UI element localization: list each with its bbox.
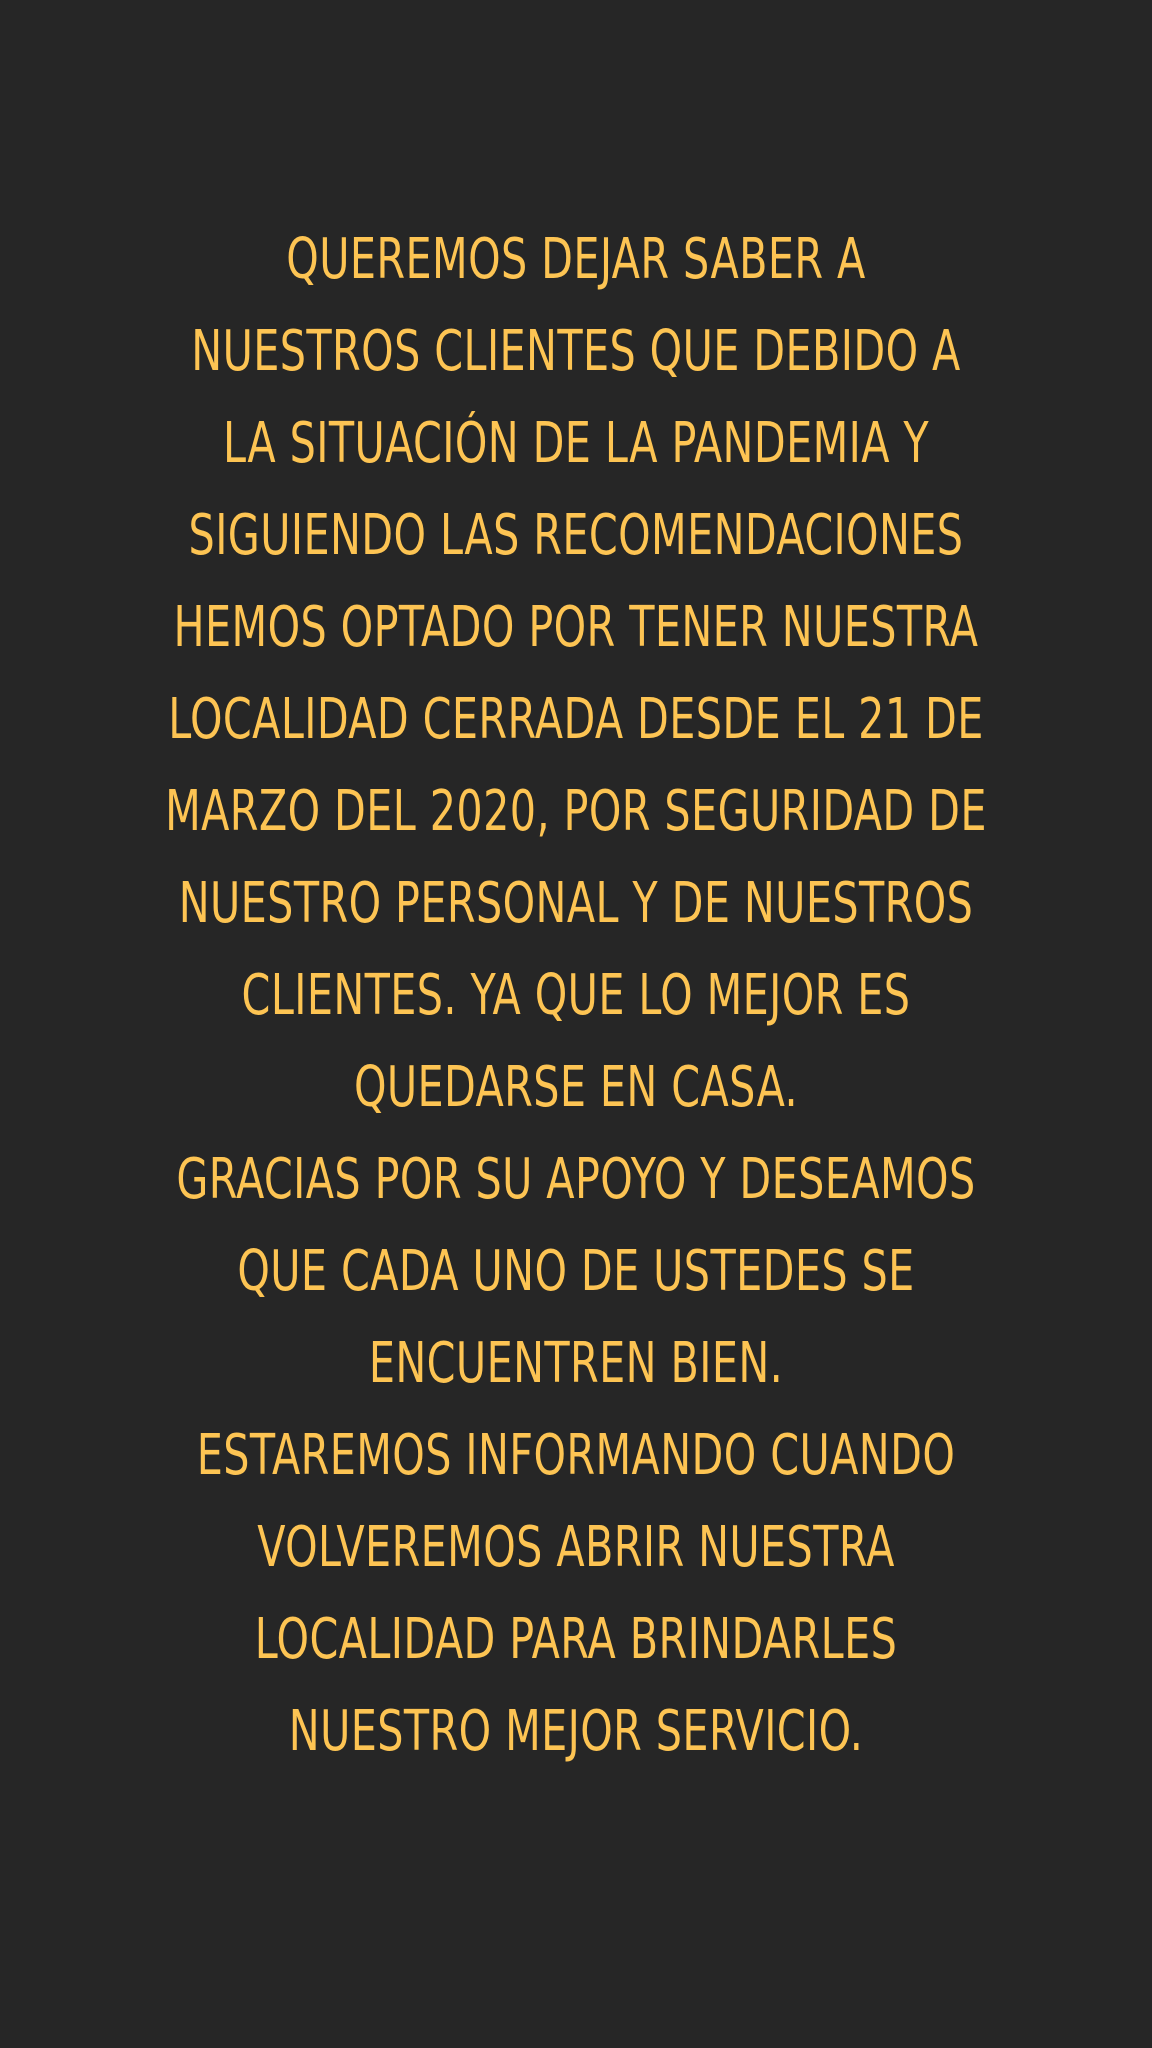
announcement-text bbox=[0, 214, 1152, 1778]
announcement-line: SIGUIENDO LAS RECOMENDACIONES bbox=[188, 503, 964, 568]
announcement-line: LA SITUACIÓN DE LA PANDEMIA Y bbox=[222, 411, 930, 476]
announcement-line: NUESTRO MEJOR SERVICIO. bbox=[288, 1699, 864, 1764]
announcement-line: NUESTRO PERSONAL Y DE NUESTROS bbox=[178, 871, 974, 936]
announcement-line: LOCALIDAD PARA BRINDARLES bbox=[254, 1607, 898, 1672]
announcement-line: ENCUENTREN BIEN. bbox=[368, 1331, 784, 1396]
announcement-line: VOLVEREMOS ABRIR NUESTRA bbox=[257, 1515, 895, 1580]
announcement-line: ESTAREMOS INFORMANDO CUANDO bbox=[196, 1423, 956, 1488]
announcement-line: GRACIAS POR SU APOYO Y DESEAMOS bbox=[176, 1147, 976, 1212]
announcement-line: QUEDARSE EN CASA. bbox=[353, 1055, 799, 1120]
announcement-line: LOCALIDAD CERRADA DESDE EL 21 DE bbox=[168, 687, 984, 752]
announcement-line: MARZO DEL 2020, POR SEGURIDAD DE bbox=[165, 779, 987, 844]
announcement-line: CLIENTES. YA QUE LO MEJOR ES bbox=[241, 963, 911, 1028]
announcement-line: NUESTROS CLIENTES QUE DEBIDO A bbox=[191, 319, 961, 384]
announcement-line: QUE CADA UNO DE USTEDES SE bbox=[237, 1239, 915, 1304]
announcement-line: QUEREMOS DEJAR SABER A bbox=[286, 227, 866, 292]
announcement-line: HEMOS OPTADO POR TENER NUESTRA bbox=[173, 595, 979, 660]
